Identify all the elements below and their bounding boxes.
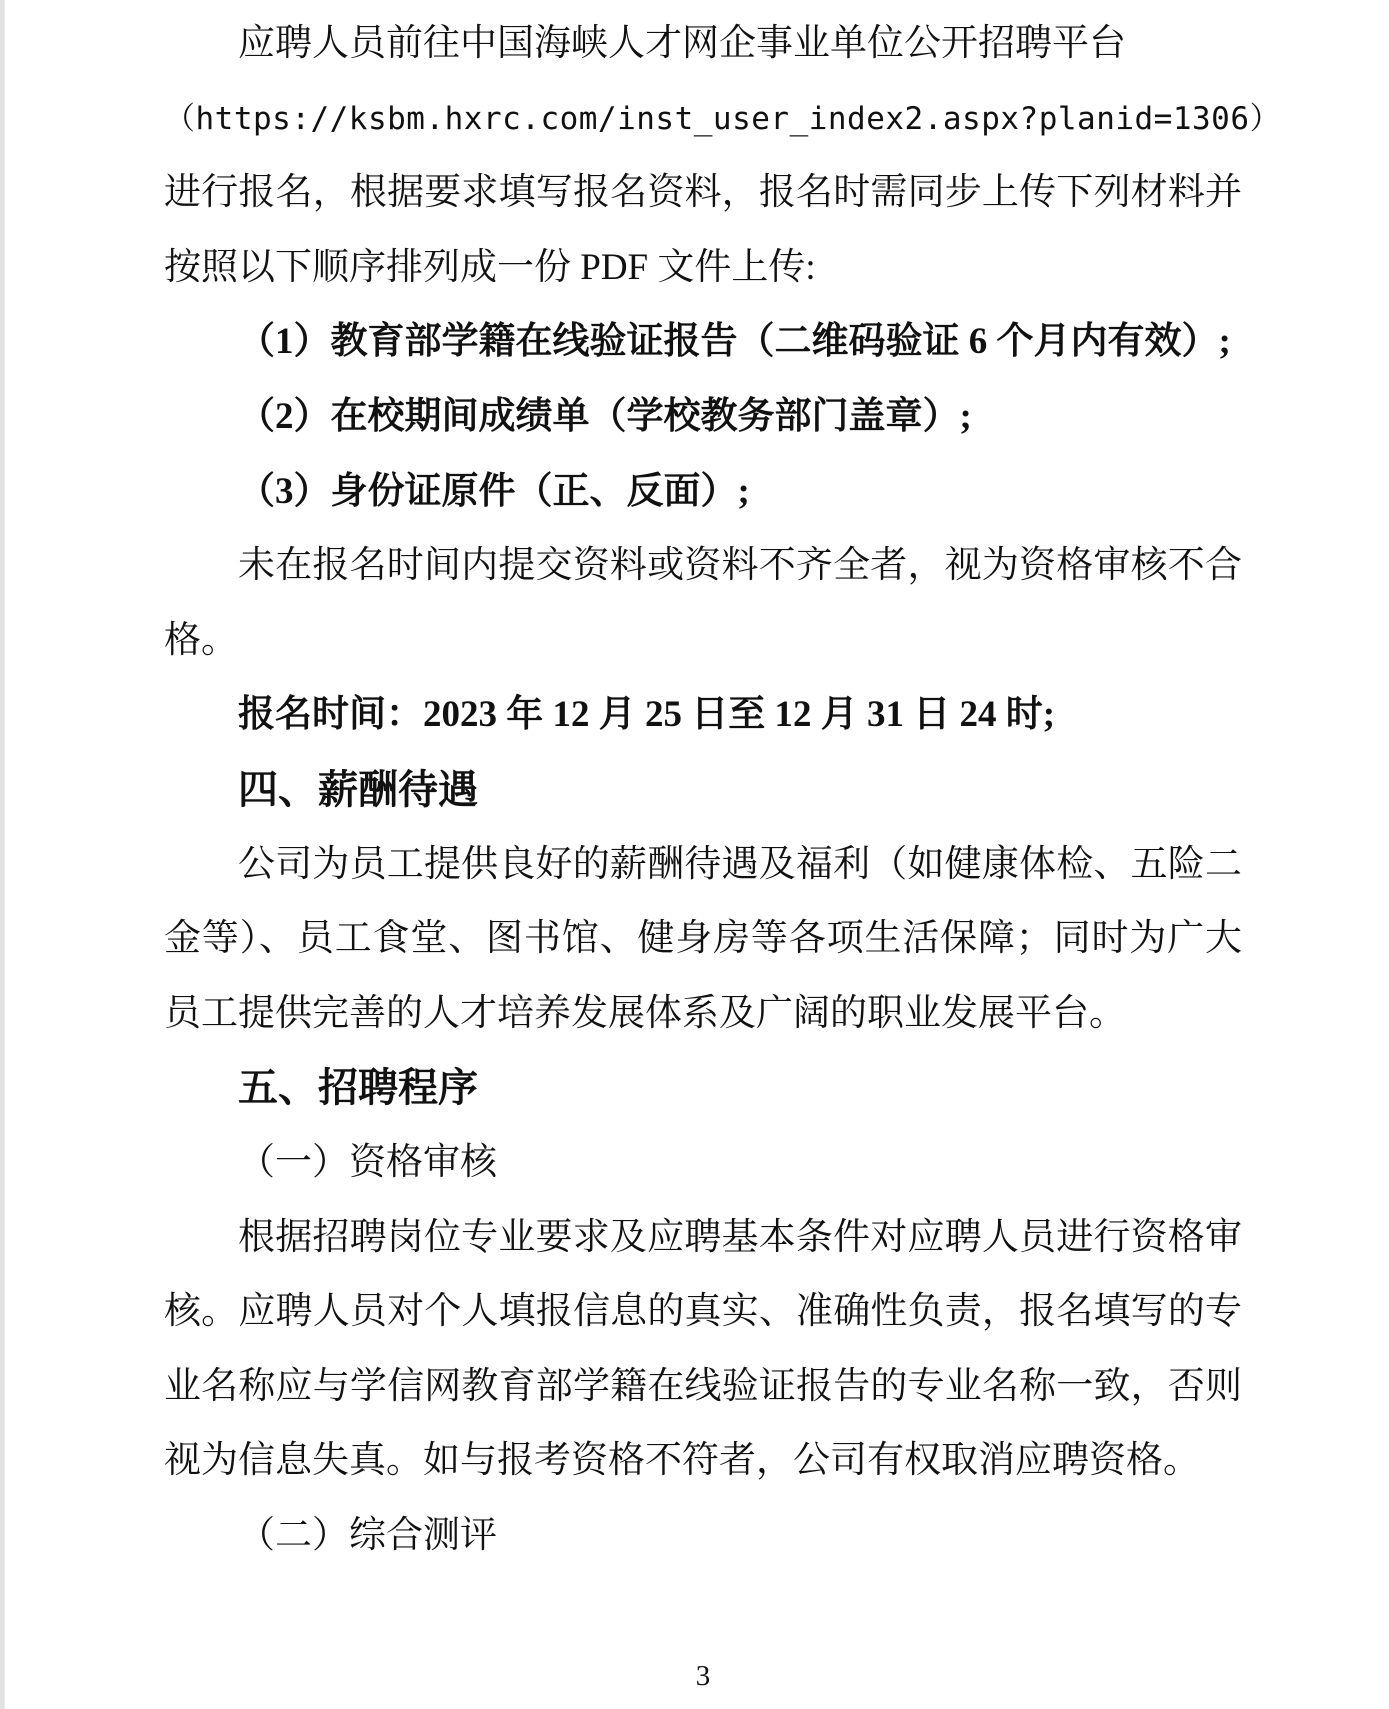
para-qualification-line2: 核。应聘人员对个人填报信息的真实、准确性负责，报名填写的专 [164, 1291, 1242, 1333]
registration-deadline: 报名时间：2023 年 12 月 25 日至 12 月 31 日 24 时; [238, 694, 1056, 736]
para-compensation-line1: 公司为员工提供良好的薪酬待遇及福利（如健康体检、五险二 [238, 843, 1242, 885]
subsection-comprehensive-eval: （二）综合测评 [238, 1514, 497, 1556]
section-heading-compensation: 四、薪酬待遇 [238, 767, 478, 812]
upload-item-2: （2）在校期间成绩单（学校教务部门盖章）; [238, 395, 972, 437]
para-registration-line2: 进行报名，根据要求填写报名资料，报名时需同步上传下列材料并 [164, 172, 1242, 214]
para-qualification-line3: 业名称应与学信网教育部学籍在线验证报告的专业名称一致，否则 [164, 1365, 1242, 1407]
subsection-qualification-review: （一）资格审核 [238, 1141, 497, 1183]
para-compensation-line3: 员工提供完善的人才培养发展体系及广阔的职业发展平台。 [164, 992, 1126, 1034]
upload-item-3: （3）身份证原件（正、反面）; [238, 470, 750, 512]
page-number: 3 [695, 1660, 711, 1692]
para-qualification-line1: 根据招聘岗位专业要求及应聘基本条件对应聘人员进行资格审 [238, 1216, 1242, 1258]
registration-url: （https://ksbm.hxrc.com/inst_user_index2.aspx?planid=1306） [164, 100, 1281, 137]
para-qualification-line4: 视为信息失真。如与报考资格不符者，公司有权取消应聘资格。 [164, 1440, 1200, 1482]
para-incomplete-materials-line2: 格。 [164, 619, 238, 661]
upload-item-1: （1）教育部学籍在线验证报告（二维码验证 6 个月内有效）; [238, 321, 1231, 363]
para-compensation-line2: 金等）、员工食堂、图书馆、健身房等各项生活保障；同时为广大 [164, 918, 1242, 960]
para-registration-line3: 按照以下顺序排列成一份 PDF 文件上传: [164, 246, 816, 288]
scan-edge-artifact [0, 0, 5, 1709]
para-incomplete-materials-line1: 未在报名时间内提交资料或资料不齐全者，视为资格审核不合 [238, 545, 1242, 587]
para-registration-platform-line: 应聘人员前往中国海峡人才网企事业单位公开招聘平台 [238, 23, 1126, 64]
section-heading-procedure: 五、招聘程序 [238, 1066, 478, 1111]
document-text-block [164, 7, 1281, 1573]
